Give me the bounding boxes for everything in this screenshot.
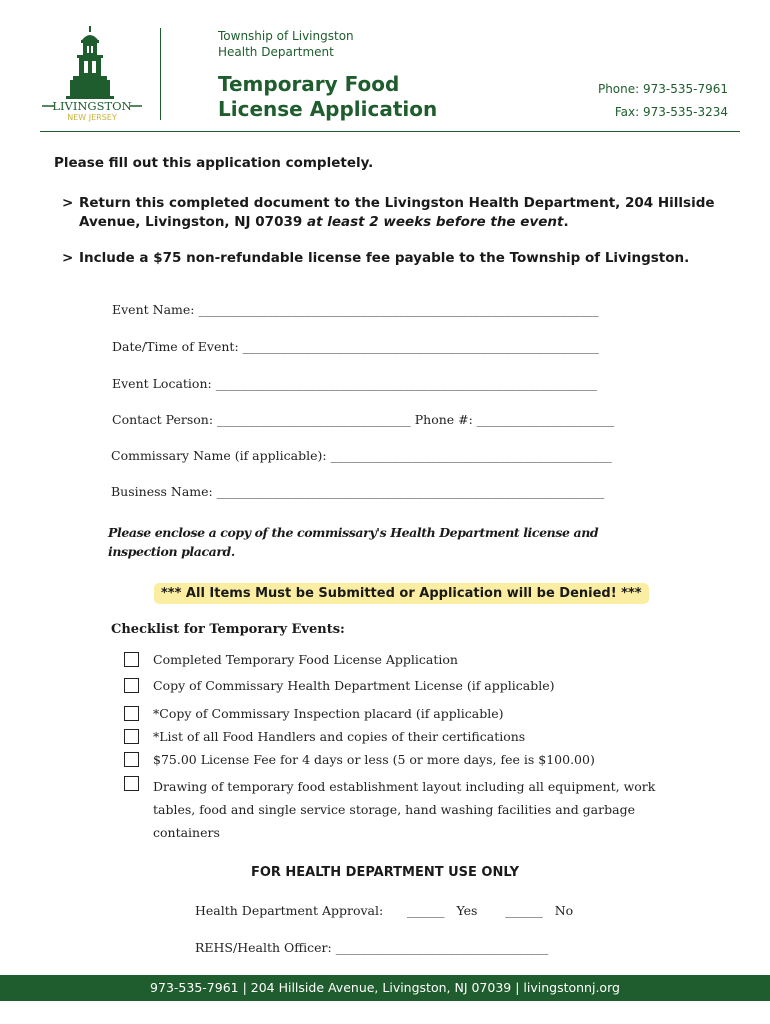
header-phone: Phone: 973-535-7961: [597, 82, 728, 96]
intro-text: Please fill out this application completely.: [54, 155, 374, 171]
bullet-marker: >: [62, 195, 74, 211]
header-divider: [160, 28, 161, 120]
header-rule: [40, 131, 740, 132]
warning-banner: *** All Items Must be Submitted or Application will be Denied! ***: [154, 583, 649, 604]
logo-state: NEW JERSEY: [67, 113, 117, 122]
fee-instruction: Include a $75 non-refundable license fee payable to the Township of Livingston.: [79, 250, 690, 266]
org-name: Township of Livingston: [218, 29, 354, 43]
health-officer-field[interactable]: REHS/Health Officer: __________________________________: [195, 940, 549, 955]
event-datetime-field[interactable]: Date/Time of Event: _________________________________________________________: [112, 339, 599, 354]
deadline-emphasis: at least 2 weeks before the event: [306, 214, 564, 230]
checkbox-application[interactable]: [124, 652, 139, 667]
header-fax: Fax: 973-535-3234: [614, 105, 728, 119]
office-use-title: FOR HEALTH DEPARTMENT USE ONLY: [250, 865, 520, 880]
checklist-item-label: Copy of Commissary Health Department License (if applicable): [153, 678, 555, 693]
return-instruction-end: .: [563, 214, 569, 230]
checklist-title: Checklist for Temporary Events:: [111, 622, 345, 637]
approval-field[interactable]: Health Department Approval: ______ Yes ______ No: [195, 903, 574, 918]
checkbox-food-handlers[interactable]: [124, 729, 139, 744]
checkbox-layout-drawing[interactable]: [124, 776, 139, 791]
checklist-item-label: *List of all Food Handlers and copies of their certifications: [153, 729, 526, 744]
checkbox-commissary-license[interactable]: [124, 678, 139, 693]
livingston-logo: [40, 24, 144, 124]
document-title: Temporary Food License Application: [218, 72, 438, 121]
contact-phone-field[interactable]: Contact Person: _______________________________ Phone #: ______________________: [112, 412, 615, 427]
event-location-field[interactable]: Event Location: _____________________________________________________________: [112, 376, 597, 391]
event-name-field[interactable]: Event Name: ________________________________________________________________: [112, 302, 599, 317]
business-name-field[interactable]: Business Name: ______________________________________________________________: [111, 484, 605, 499]
checklist-item-label: *Copy of Commissary Inspection placard (if applicable): [153, 706, 504, 721]
logo-name: LIVINGSTON: [52, 99, 132, 113]
checklist-item-label: Completed Temporary Food License Application: [153, 652, 458, 667]
return-instruction: [79, 194, 719, 232]
checklist-item-label: Drawing of temporary food establishment layout including all equipment, work tables, food and single service storage, hand washing facilities and garbage containers: [153, 779, 656, 840]
commissary-name-field[interactable]: Commissary Name (if applicable): _____________________________________________: [111, 448, 612, 463]
checkbox-license-fee[interactable]: [124, 752, 139, 767]
checklist-item-label: $75.00 License Fee for 4 days or less (5 or more days, fee is $100.00): [153, 752, 595, 767]
footer-contact-bar: 973-535-7961 | 204 Hillside Avenue, Livingston, NJ 07039 | livingstonnj.org: [0, 975, 770, 1001]
bullet-marker: >: [62, 250, 74, 266]
department-name: Health Department: [218, 45, 334, 59]
checkbox-inspection-placard[interactable]: [124, 706, 139, 721]
enclose-note: Please enclose a copy of the commissary's Health Department license and inspection placard.: [108, 525, 599, 559]
return-instruction-text: Return this completed document to the Livingston Health Department, 204 Hillside Avenue, Livingston, NJ 07039: [79, 195, 715, 230]
